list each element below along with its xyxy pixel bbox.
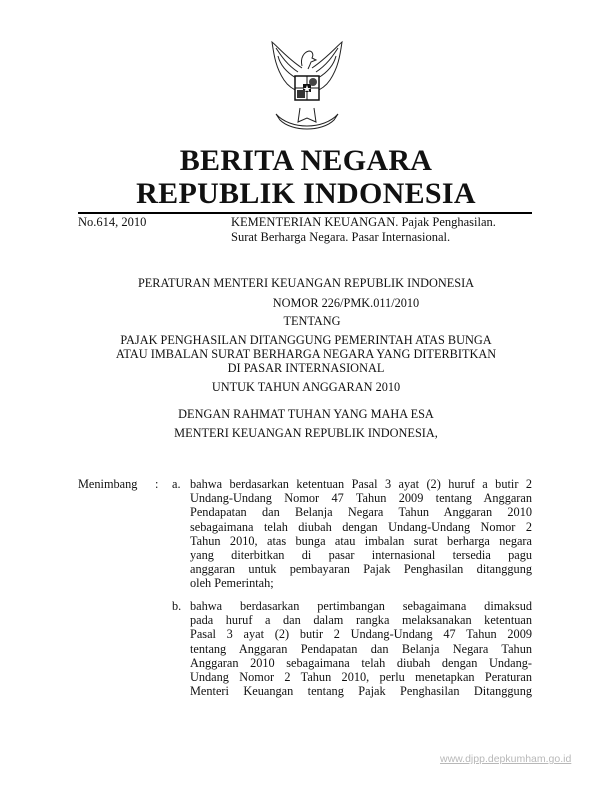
item-a-line: yang diterbitkan di pasar internasional tersedia pagu <box>190 548 532 563</box>
item-a-line: anggaran untuk pembayaran Pajak Penghasilan ditanggung <box>190 562 532 577</box>
regulation-number: NOMOR 226/PMK.011/2010 <box>272 296 420 310</box>
regulation-subject-line4: UNTUK TAHUN ANGGARAN 2010 <box>211 380 401 394</box>
header-divider <box>78 212 532 214</box>
item-b-line: Menteri Keuangan tentang Pajak Penghasilan Ditanggung <box>190 684 532 699</box>
item-a-line: sebagaimana telah diubah dengan Undang-Undang Nomor 2 <box>190 519 532 534</box>
item-a-line: Tahun 2010, atas bunga atau imbalan surat berharga negara <box>190 533 532 548</box>
item-b-marker: b. <box>172 599 182 613</box>
masthead-title-line1: BERITA NEGARA <box>179 144 433 177</box>
regulation-subject-line3: DI PASAR INTERNASIONAL <box>227 361 385 375</box>
invocation: DENGAN RAHMAT TUHAN YANG MAHA ESA <box>178 407 434 421</box>
regulation-subject-line2: ATAU IMBALAN SURAT BERHARGA NEGARA YANG DITERBITKAN <box>115 347 497 361</box>
item-b-line: tentang Anggaran Pendapatan dan Belanja Negara Tahun <box>190 641 532 656</box>
item-a-line: Undang-Undang Nomor 47 Tahun 2009 tentang Anggaran <box>190 491 532 506</box>
regulation-about: TENTANG <box>283 314 341 328</box>
item-a-line: Pendapatan dan Belanja Negara Tahun Anggaran 2010 <box>190 505 532 520</box>
item-b-line: bahwa berdasarkan pertimbangan sebagaimana dimaksud <box>190 599 532 613</box>
item-b-line: Anggaran 2010 sebagaimana telah diubah dengan Undang- <box>190 655 532 670</box>
item-b-line: Pasal 3 ayat (2) butir 2 Undang-Undang 47 Tahun 2009 <box>190 627 532 642</box>
item-a-text <box>190 477 532 591</box>
gazette-description-line1: KEMENTERIAN KEUANGAN. Pajak Penghasilan. <box>231 215 496 229</box>
regulation-subject-line1: PAJAK PENGHASILAN DITANGGUNG PEMERINTAH ATAS BUNGA <box>120 333 492 347</box>
masthead-title-line2: REPUBLIK INDONESIA <box>136 177 476 210</box>
item-a-line: oleh Pemerintah; <box>190 576 274 591</box>
garuda-pancasila-emblem-icon <box>262 38 352 136</box>
gazette-description <box>231 215 541 245</box>
item-b-line: Undang Nomor 2 Tahun 2010, perlu menetapkan Peraturan <box>190 670 532 685</box>
menimbang-label: Menimbang <box>78 477 138 491</box>
footer-website-link[interactable]: www.djpp.depkumham.go.id <box>440 753 572 765</box>
regulation-title: PERATURAN MENTERI KEUANGAN REPUBLIK INDONESIA <box>137 276 475 290</box>
issuer: MENTERI KEUANGAN REPUBLIK INDONESIA, <box>174 426 438 440</box>
item-a-marker: a. <box>172 477 181 491</box>
gazette-description-line2: Surat Berharga Negara. Pasar Internasional. <box>231 230 451 244</box>
item-b-line: pada huruf a dan dalam rangka melaksanakan ketentuan <box>190 613 532 628</box>
item-a-line: bahwa berdasarkan ketentuan Pasal 3 ayat (2) huruf a butir 2 <box>190 477 532 491</box>
item-b-text <box>190 599 532 698</box>
menimbang-colon: : <box>155 477 159 491</box>
gazette-number: No.614, 2010 <box>78 215 147 229</box>
